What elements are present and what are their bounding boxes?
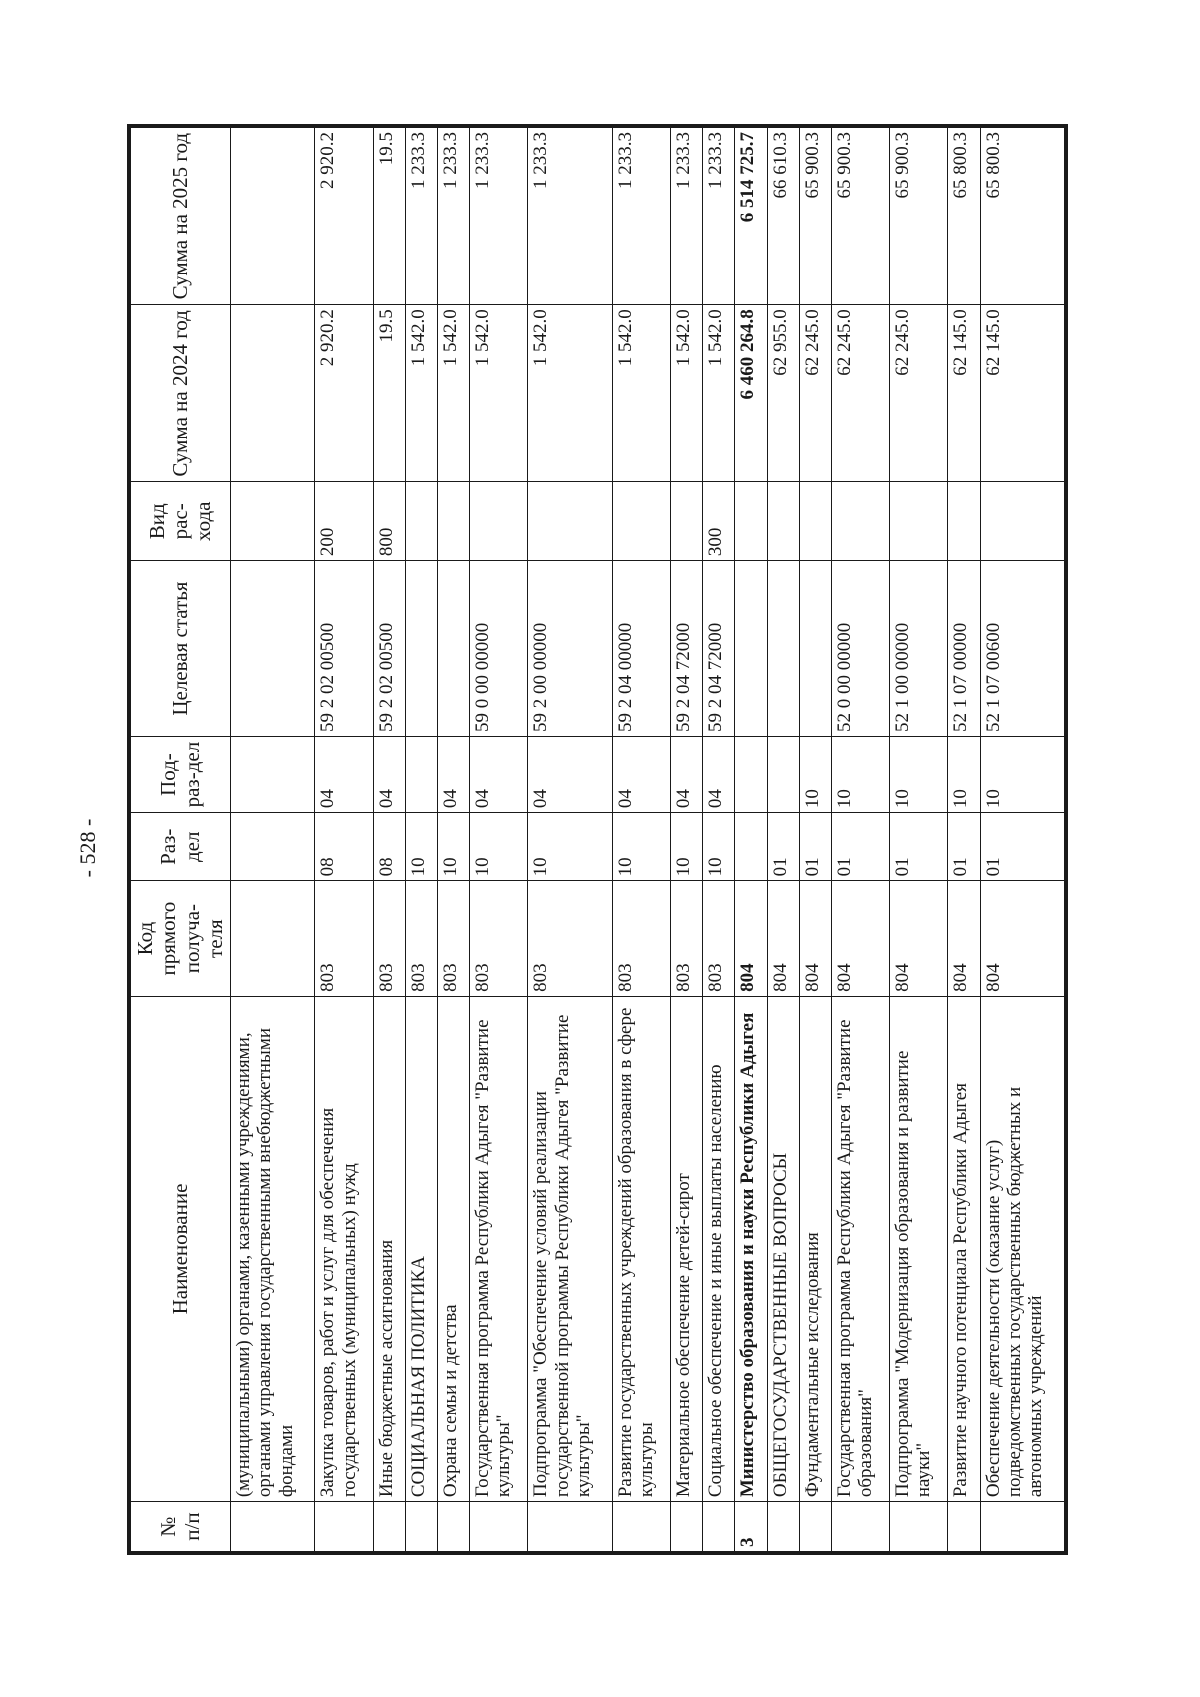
cell-expense	[831, 482, 889, 561]
table-row	[735, 128, 767, 1552]
cell-recipient: 803	[470, 881, 528, 996]
table-row	[612, 128, 670, 1552]
cell-subsection	[231, 737, 315, 813]
cell-recipient: 804	[735, 881, 767, 996]
cell-num	[948, 1502, 980, 1552]
cell-num	[767, 1502, 799, 1552]
cell-article: 52 0 00 00000	[831, 561, 889, 737]
cell-subsection: 10	[948, 737, 980, 813]
table-row	[315, 128, 373, 1552]
cell-sum-2025: 1 233.3	[437, 128, 469, 305]
cell-sum-2024: 1 542.0	[470, 305, 528, 482]
cell-sum-2025: 19.5	[373, 128, 405, 305]
cell-num	[315, 1502, 373, 1552]
cell-subsection: 04	[437, 737, 469, 813]
table-row	[767, 128, 799, 1552]
cell-section: 01	[799, 813, 831, 881]
cell-article: 52 1 07 00000	[948, 561, 980, 737]
cell-sum-2024: 1 542.0	[437, 305, 469, 482]
cell-article: 59 2 02 00500	[315, 561, 373, 737]
cell-sum-2024: 62 145.0	[948, 305, 980, 482]
cell-subsection	[767, 737, 799, 813]
header-sum-2024: Сумма на 2024 год	[131, 305, 231, 482]
cell-sum-2025: 65 800.3	[948, 128, 980, 305]
cell-expense	[890, 482, 948, 561]
cell-section: 10	[670, 813, 702, 881]
table-row	[437, 128, 469, 1552]
header-section: Раз-дел	[131, 813, 231, 881]
cell-num	[612, 1502, 670, 1552]
cell-sum-2024: 6 460 264.8	[735, 305, 767, 482]
cell-section: 01	[831, 813, 889, 881]
cell-sum-2024: 1 542.0	[528, 305, 612, 482]
cell-sum-2025: 1 233.3	[528, 128, 612, 305]
cell-section: 08	[315, 813, 373, 881]
cell-article	[405, 561, 437, 737]
cell-sum-2024: 1 542.0	[703, 305, 735, 482]
cell-section	[735, 813, 767, 881]
cell-article: 59 2 00 00000	[528, 561, 612, 737]
cell-article: 59 0 00 00000	[470, 561, 528, 737]
cell-name: Охрана семьи и детства	[437, 996, 469, 1501]
cell-expense: 200	[315, 482, 373, 561]
cell-expense	[470, 482, 528, 561]
cell-num	[980, 1502, 1064, 1552]
table-row	[799, 128, 831, 1552]
table-row	[405, 128, 437, 1552]
cell-num	[703, 1502, 735, 1552]
cell-subsection: 10	[831, 737, 889, 813]
cell-expense: 300	[703, 482, 735, 561]
header-num: № п/п	[131, 1502, 231, 1552]
cell-expense	[980, 482, 1064, 561]
table-row	[670, 128, 702, 1552]
cell-name: Государственная программа Республики Адыгея "Развитие образования"	[831, 996, 889, 1501]
cell-article: 59 2 04 00000	[612, 561, 670, 737]
cell-expense	[405, 482, 437, 561]
cell-sum-2025: 1 233.3	[670, 128, 702, 305]
cell-name: Государственная программа Республики Адыгея "Развитие культуры"	[470, 996, 528, 1501]
cell-name: СОЦИАЛЬНАЯ ПОЛИТИКА	[405, 996, 437, 1501]
cell-expense: 800	[373, 482, 405, 561]
cell-name: Развитие государственных учреждений образования в сфере культуры	[612, 996, 670, 1501]
cell-subsection	[405, 737, 437, 813]
cell-sum-2025: 2 920.2	[315, 128, 373, 305]
cell-sum-2024: 1 542.0	[612, 305, 670, 482]
cell-num	[405, 1502, 437, 1552]
header-recipient: Код прямого получа-теля	[131, 881, 231, 996]
cell-article	[799, 561, 831, 737]
cell-sum-2025	[231, 128, 315, 305]
cell-article	[735, 561, 767, 737]
table-header-row	[131, 128, 231, 1552]
cell-name: Иные бюджетные ассигнования	[373, 996, 405, 1501]
header-sum-2025: Сумма на 2025 год	[131, 128, 231, 305]
cell-subsection: 04	[373, 737, 405, 813]
table-row	[980, 128, 1064, 1552]
cell-sum-2024: 1 542.0	[405, 305, 437, 482]
cell-name: Закупка товаров, работ и услуг для обеспечения государственных (муниципальных) нужд	[315, 996, 373, 1501]
cell-sum-2025: 1 233.3	[703, 128, 735, 305]
cell-name: Фундаментальные исследования	[799, 996, 831, 1501]
cell-section: 10	[612, 813, 670, 881]
table-row	[890, 128, 948, 1552]
cell-recipient: 803	[612, 881, 670, 996]
cell-num	[373, 1502, 405, 1552]
cell-name: Развитие научного потенциала Республики Адыгея	[948, 996, 980, 1501]
cell-name: Социальное обеспечение и иные выплаты населению	[703, 996, 735, 1501]
cell-name: Обеспечение деятельности (оказание услуг) подведомственных государственных бюджетных и автономных учреждений	[980, 996, 1064, 1501]
cell-subsection: 04	[315, 737, 373, 813]
cell-article: 59 2 04 72000	[670, 561, 702, 737]
cell-expense	[948, 482, 980, 561]
header-name: Наименование	[131, 996, 231, 1501]
cell-recipient: 803	[528, 881, 612, 996]
cell-sum-2025: 1 233.3	[470, 128, 528, 305]
cell-recipient: 803	[703, 881, 735, 996]
cell-recipient: 804	[767, 881, 799, 996]
cell-subsection: 10	[980, 737, 1064, 813]
cell-sum-2024: 62 245.0	[799, 305, 831, 482]
cell-sum-2025: 65 900.3	[831, 128, 889, 305]
cell-recipient: 803	[373, 881, 405, 996]
cell-expense	[612, 482, 670, 561]
cell-sum-2025: 65 900.3	[890, 128, 948, 305]
cell-num	[470, 1502, 528, 1552]
table-row	[373, 128, 405, 1552]
cell-section: 10	[703, 813, 735, 881]
cell-article: 59 2 02 00500	[373, 561, 405, 737]
cell-name: Подпрограмма "Модернизация образования и развитие науки"	[890, 996, 948, 1501]
cell-recipient	[231, 881, 315, 996]
cell-recipient: 804	[980, 881, 1064, 996]
cell-section: 01	[980, 813, 1064, 881]
cell-expense	[528, 482, 612, 561]
cell-section: 10	[437, 813, 469, 881]
cell-sum-2025: 1 233.3	[405, 128, 437, 305]
cell-num	[437, 1502, 469, 1552]
cell-name: Министерство образования и науки Республики Адыгея	[735, 996, 767, 1501]
cell-sum-2024: 62 145.0	[980, 305, 1064, 482]
budget-table-rotated	[130, 127, 1065, 1552]
cell-sum-2024	[231, 305, 315, 482]
cell-expense	[735, 482, 767, 561]
cell-subsection: 04	[470, 737, 528, 813]
table-body	[231, 128, 1065, 1552]
cell-sum-2024: 62 955.0	[767, 305, 799, 482]
table-row	[948, 128, 980, 1552]
budget-table	[130, 127, 1065, 1552]
cell-num	[831, 1502, 889, 1552]
cell-sum-2024: 62 245.0	[890, 305, 948, 482]
cell-recipient: 804	[948, 881, 980, 996]
cell-sum-2025: 1 233.3	[612, 128, 670, 305]
table-row	[703, 128, 735, 1552]
page-number: - 528 -	[75, 818, 100, 878]
cell-expense	[437, 482, 469, 561]
cell-section: 01	[948, 813, 980, 881]
table-row	[231, 128, 315, 1552]
cell-expense	[799, 482, 831, 561]
cell-recipient: 803	[670, 881, 702, 996]
cell-section	[231, 813, 315, 881]
cell-sum-2025: 6 514 725.7	[735, 128, 767, 305]
cell-name: (муниципальными) органами, казенными учреждениями, органами управления государственными внебюджетными фондами	[231, 996, 315, 1501]
header-subsection: Под-раз-дел	[131, 737, 231, 813]
cell-section: 08	[373, 813, 405, 881]
header-article: Целевая статья	[131, 561, 231, 737]
table-row	[528, 128, 612, 1552]
table-row	[831, 128, 889, 1552]
cell-section: 10	[528, 813, 612, 881]
cell-recipient: 804	[890, 881, 948, 996]
cell-subsection: 10	[799, 737, 831, 813]
cell-expense	[767, 482, 799, 561]
cell-sum-2024: 1 542.0	[670, 305, 702, 482]
cell-sum-2025: 65 900.3	[799, 128, 831, 305]
cell-sum-2024: 19.5	[373, 305, 405, 482]
cell-name: Подпрограмма "Обеспечение условий реализации государственной программы Республики Адыгея "Развитие культуры"	[528, 996, 612, 1501]
cell-num: 3	[735, 1502, 767, 1552]
cell-sum-2025: 65 800.3	[980, 128, 1064, 305]
cell-name: Материальное обеспечение детей-сирот	[670, 996, 702, 1501]
cell-subsection	[735, 737, 767, 813]
cell-num	[231, 1502, 315, 1552]
cell-article	[231, 561, 315, 737]
cell-section: 01	[767, 813, 799, 881]
cell-article: 52 1 07 00600	[980, 561, 1064, 737]
cell-subsection: 04	[670, 737, 702, 813]
cell-recipient: 803	[315, 881, 373, 996]
cell-article	[767, 561, 799, 737]
cell-sum-2025: 66 610.3	[767, 128, 799, 305]
cell-subsection: 04	[528, 737, 612, 813]
cell-sum-2024: 2 920.2	[315, 305, 373, 482]
cell-expense	[670, 482, 702, 561]
header-expense: Вид рас-хода	[131, 482, 231, 561]
cell-subsection: 04	[612, 737, 670, 813]
cell-section: 10	[405, 813, 437, 881]
cell-expense	[231, 482, 315, 561]
cell-subsection: 04	[703, 737, 735, 813]
cell-sum-2024: 62 245.0	[831, 305, 889, 482]
cell-recipient: 804	[799, 881, 831, 996]
cell-num	[528, 1502, 612, 1552]
cell-recipient: 803	[437, 881, 469, 996]
cell-article: 52 1 00 00000	[890, 561, 948, 737]
cell-subsection: 10	[890, 737, 948, 813]
cell-num	[799, 1502, 831, 1552]
cell-recipient: 803	[405, 881, 437, 996]
table-row	[470, 128, 528, 1552]
cell-name: ОБЩЕГОСУДАРСТВЕННЫЕ ВОПРОСЫ	[767, 996, 799, 1501]
cell-section: 01	[890, 813, 948, 881]
cell-article	[437, 561, 469, 737]
cell-article: 59 2 04 72000	[703, 561, 735, 737]
cell-num	[670, 1502, 702, 1552]
cell-section: 10	[470, 813, 528, 881]
cell-recipient: 804	[831, 881, 889, 996]
cell-num	[890, 1502, 948, 1552]
